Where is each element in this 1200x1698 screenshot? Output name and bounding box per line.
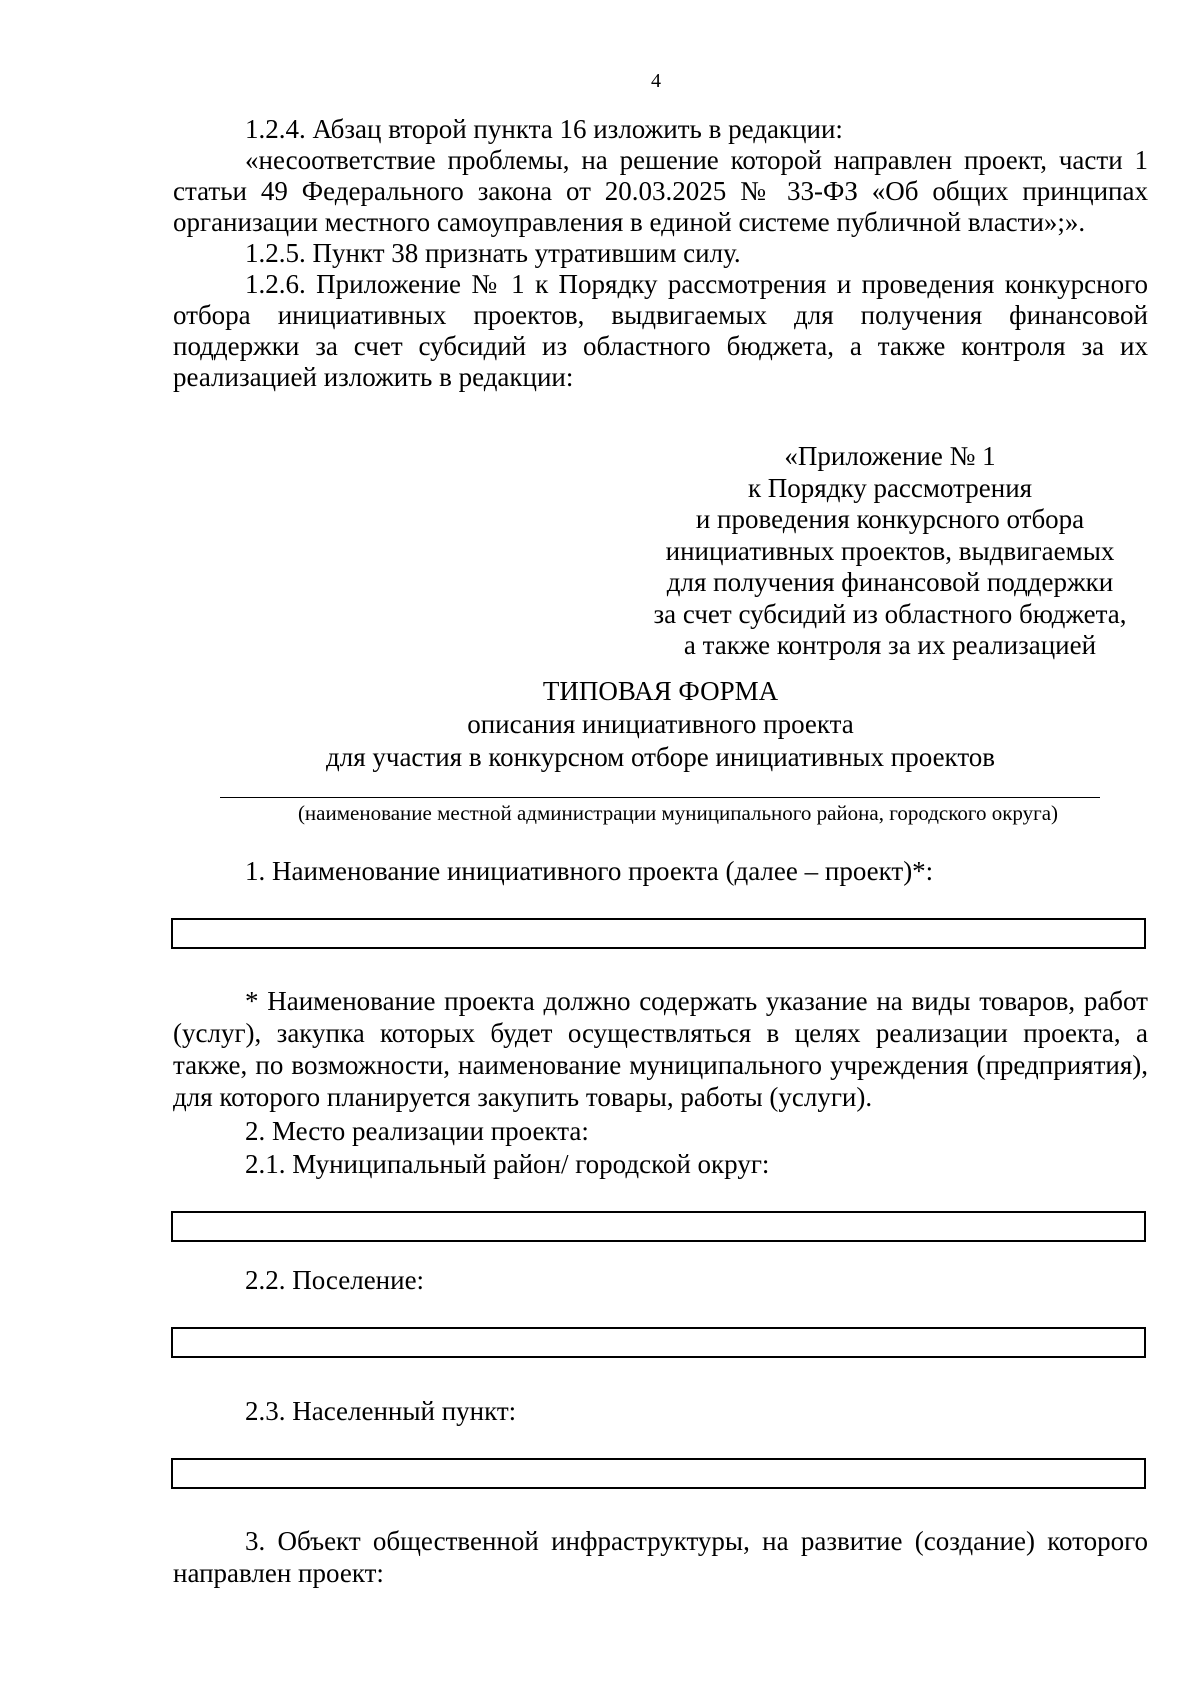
paragraph-1-2-5: 1.2.5. Пункт 38 признать утратившим силу. [245,238,741,268]
paragraph-quote: «несоответствие проблемы, на решение которой направлен проект, части 1 статьи 49 Федерального закона от 20.03.2025 № 33-ФЗ «Об общих принципах организации местного самоуправления в единой системе публичной власти»;». [173,145,1148,237]
form-title [173,675,1148,774]
appendix-header [600,441,1180,662]
appendix-line: для получения финансовой поддержки [666,567,1114,597]
form-title-heading: ТИПОВАЯ ФОРМА [542,676,779,706]
locality-field[interactable] [171,1458,1146,1489]
section-2-3-label: 2.3. Населенный пункт: [245,1396,517,1426]
admin-name-line [220,797,1100,798]
footnote [173,985,1148,1113]
form-title-subtitle: описания инициативного проекта [467,709,854,739]
appendix-line: инициативных проектов, выдвигаемых [665,535,1115,566]
appendix-line: за счет субсидий из областного бюджета, [653,598,1127,629]
page-number: 4 [651,70,661,92]
footnote-text: * Наименование проекта должно содержать указание на виды товаров, работ (услуг), закупка которых будет осуществляться в целях реализации проекта, а также, по возможности, наименование муниципального учреждения (предприятия), для которого планируется закупить товары, работы (услуги). [173,986,1148,1112]
section-3 [173,1525,1148,1589]
municipal-district-field[interactable] [171,1211,1146,1242]
appendix-line: «Приложение № 1 [784,441,996,471]
section-2-1-label: 2.1. Муниципальный район/ городской округ: [245,1149,770,1179]
admin-name-caption: (наименование местной администрации муниципального района, городского округа) [297,801,1059,825]
appendix-line: а также контроля за их реализацией [683,630,1097,660]
section-1-label: 1. Наименование инициативного проекта (далее – проект)*: [245,856,934,886]
section-2-label: 2. Место реализации проекта: [245,1116,589,1146]
section-3-label: 3. Объект общественной инфраструктуры, на развитие (создание) которого направлен проект: [173,1526,1148,1588]
appendix-line: к Порядку рассмотрения [747,472,1033,503]
section-2-2-label: 2.2. Поселение: [245,1265,425,1295]
paragraph-1-2-6: 1.2.6. Приложение № 1 к Порядку рассмотрения и проведения конкурсного отбора инициативных проектов, выдвигаемых для получения финансовой поддержки за счет субсидий из областного бюджета, а также контроля за их реализацией изложить в редакции: [173,269,1148,392]
paragraph-1-2-4: 1.2.4. Абзац второй пункта 16 изложить в редакции: [245,114,843,144]
form-title-subtitle: для участия в конкурсном отборе инициативных проектов [325,742,996,772]
settlement-field[interactable] [171,1327,1146,1358]
project-name-field[interactable] [171,918,1146,949]
amendment-text [173,114,1148,393]
appendix-line: и проведения конкурсного отбора [695,504,1085,534]
